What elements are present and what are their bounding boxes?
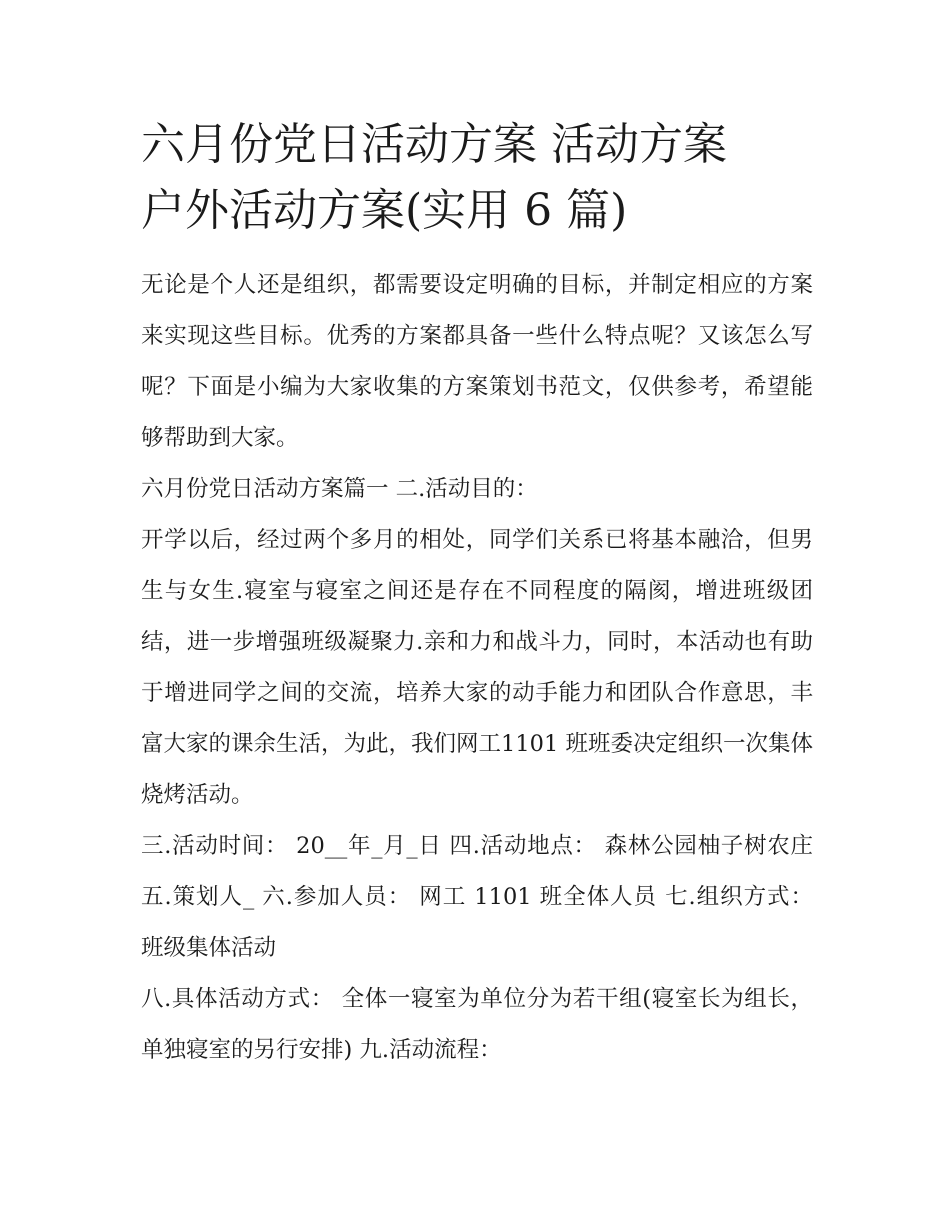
paragraph-intro: 无论是个人还是组织，都需要设定明确的目标，并制定相应的方案来实现这些目标。优秀的方案都具备一些什么特点呢？又该怎么写呢？下面是小编为大家收集的方案策划书范文，仅供参考，希望能够帮助到大家。 xyxy=(141,272,813,451)
paragraph-method: 八.具体活动方式： 全体一寝室为单位分为若干组(寝室长为组长，单独寝室的另行安排) 九.活动流程： xyxy=(141,986,813,1063)
paragraph-purpose: 开学以后，经过两个多月的相处，同学们关系已将基本融洽，但男生与女生.寝室与寝室之间还是存在不同程度的隔阂，增进班级团结，进一步增强班级凝聚力.亲和力和战斗力，同时，本活动也有助于增进同学之间的交流，培养大家的动手能力和团队合作意思，丰富大家的课余生活，为此，我们网工1101 班班委决定组织一次集体烧烤活动。 xyxy=(141,527,813,808)
document-page xyxy=(141,112,813,1076)
paragraph-section-heading: 六月份党日活动方案篇一 二.活动目的： xyxy=(141,476,538,502)
document-body xyxy=(141,260,813,1076)
title-line-1: 六月份党日活动方案 活动方案 xyxy=(141,119,727,170)
paragraph-details: 三.活动时间： 20__年_月_日 四.活动地点： 森林公园柚子树农庄 五.策划人_ 六.参加人员： 网工 1101 班全体人员 七.组织方式： 班级集体活动 xyxy=(141,833,813,961)
title-line-2: 户外活动方案(实用 6 篇) xyxy=(141,185,628,236)
document-title xyxy=(141,112,813,244)
